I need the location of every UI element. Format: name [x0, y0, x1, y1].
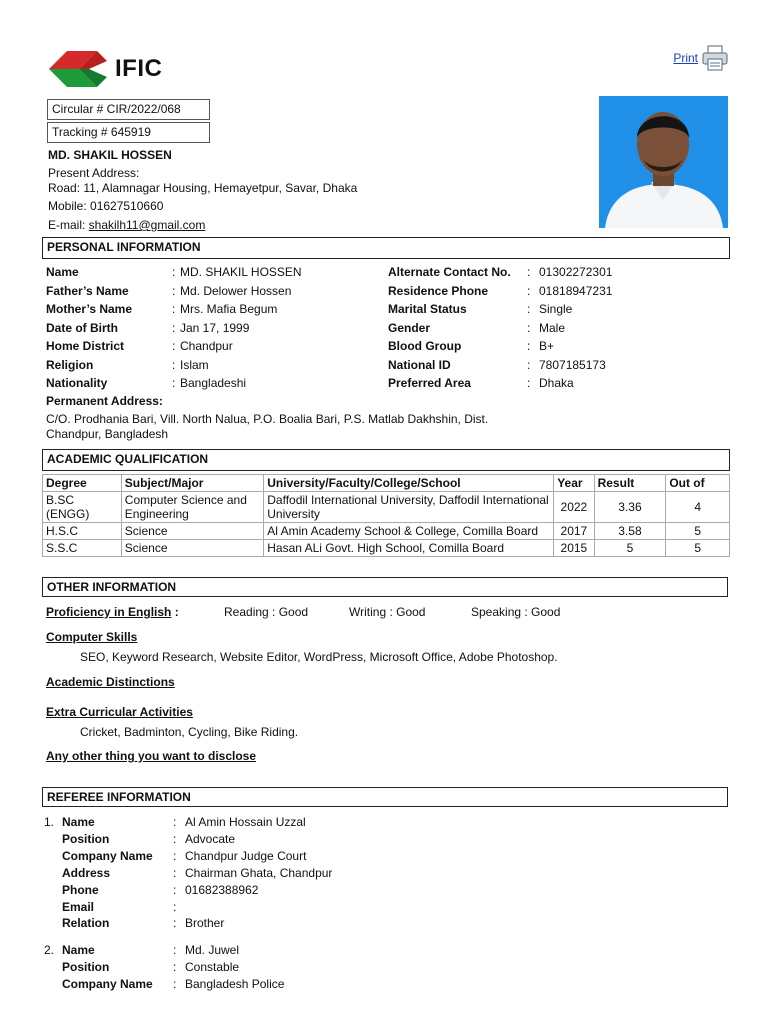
permanent-address-label: Permanent Address: [46, 394, 163, 408]
email-link[interactable]: shakilh11@gmail.com [88, 218, 206, 232]
colon-separator: : [172, 302, 176, 316]
referee-field-value: Al Amin Hossain Uzzal [185, 815, 306, 829]
column-header: Out of [666, 475, 730, 492]
academic-table-header [43, 475, 730, 492]
table-row [43, 540, 730, 557]
personal-field-label: Religion [46, 357, 94, 372]
table-row [43, 492, 730, 523]
colon-separator: : [173, 831, 177, 846]
table-cell: 3.36 [594, 492, 666, 523]
colon-separator: : [527, 376, 531, 390]
tracking-box: Tracking # 645919 [47, 122, 210, 143]
table-cell: B.SC (ENGG) [43, 492, 122, 523]
personal-field-label: Mother’s Name [46, 302, 133, 316]
personal-field-label: Gender [388, 320, 431, 335]
circular-box: Circular # CIR/2022/068 [47, 99, 210, 120]
referee-field-label: Name [62, 943, 95, 958]
personal-field-label: Nationality [46, 376, 108, 390]
present-address: Road: 11, Alamnagar Housing, Hemayetpur, Savar, Dhaka [48, 181, 358, 195]
table-cell: 5 [666, 540, 730, 557]
column-header: Subject/Major [121, 475, 263, 492]
referee-field-label: Position [62, 960, 110, 975]
referee-field-label: Relation [62, 916, 110, 931]
personal-field-value: B+ [539, 339, 555, 353]
personal-field-label: Father’s Name [46, 283, 129, 298]
referee-field-value: 01682388962 [185, 882, 259, 897]
personal-field-label: Alternate Contact No. [388, 265, 511, 279]
personal-info-header: PERSONAL INFORMATION [42, 237, 730, 259]
academic-distinctions-label: Academic Distinctions [46, 675, 175, 689]
writing-level: Writing : Good [349, 605, 426, 619]
table-cell: Science [121, 523, 263, 540]
referee-field-value: Advocate [185, 831, 236, 846]
personal-field-value: 7807185173 [539, 357, 606, 372]
email-label: E-mail: [48, 218, 89, 232]
personal-field-value: Mrs. Mafia Begum [180, 302, 278, 316]
personal-field-value: Md. Delower Hossen [180, 283, 292, 298]
personal-field-value: MD. SHAKIL HOSSEN [180, 265, 302, 279]
table-cell: 2015 [554, 540, 594, 557]
table-cell: Science [121, 540, 263, 557]
column-header: Result [594, 475, 666, 492]
personal-field-label: Date of Birth [46, 320, 118, 335]
colon-separator: : [173, 916, 177, 931]
table-cell: Daffodil International University, Daffodil International University [264, 492, 554, 523]
referee-field-label: Email [62, 899, 95, 914]
colon-separator: : [172, 265, 176, 279]
referee-field-value: Bangladesh Police [185, 977, 285, 992]
english-proficiency-row: Proficiency in English : [46, 605, 179, 619]
colon-separator: : [172, 357, 176, 372]
academic-table [42, 474, 730, 557]
personal-field-label: Residence Phone [388, 283, 489, 298]
table-cell: 3.58 [594, 523, 666, 540]
personal-field-value: Chandpur [180, 339, 233, 353]
referee-field-value: Chairman Ghata, Chandpur [185, 865, 333, 880]
mobile: Mobile: 01627510660 [48, 199, 164, 213]
referee-field-value: Md. Juwel [185, 943, 240, 958]
colon-separator: : [527, 339, 531, 353]
personal-field-label: Home District [46, 339, 125, 353]
extra-curricular: Cricket, Badminton, Cycling, Bike Riding. [80, 725, 299, 739]
colon-separator: : [173, 960, 177, 975]
table-row [43, 523, 730, 540]
personal-field-value: Dhaka [539, 376, 574, 390]
applicant-name: MD. SHAKIL HOSSEN [48, 148, 172, 162]
referee-field-label: Company Name [62, 977, 153, 992]
personal-field-label: National ID [388, 357, 451, 372]
table-cell: Hasan ALi Govt. High School, Comilla Board [264, 540, 554, 557]
colon-separator: : [173, 977, 177, 992]
personal-field-label: Name [46, 265, 79, 279]
referee-header: REFEREE INFORMATION [42, 787, 728, 807]
referee-field-value: Chandpur Judge Court [185, 848, 307, 863]
referee-field-label: Position [62, 831, 110, 846]
table-cell: Al Amin Academy School & College, Comilla Board [264, 523, 554, 540]
present-address-label: Present Address: [48, 166, 140, 180]
referee-field-label: Address [62, 865, 111, 880]
colon-separator: : [173, 882, 177, 897]
email-line [48, 218, 205, 232]
colon-separator: : [173, 865, 177, 880]
personal-field-label: Preferred Area [388, 376, 471, 390]
extra-curricular-label: Extra Curricular Activities [46, 705, 193, 719]
proficiency-label: Proficiency in English [46, 605, 172, 619]
referee-field-value: Brother [185, 916, 225, 931]
referee-field-value: Constable [185, 960, 240, 975]
personal-field-value: Single [539, 302, 573, 316]
table-cell: 2022 [554, 492, 594, 523]
referee-number: 1. [44, 815, 55, 829]
colon-separator: : [527, 265, 531, 279]
other-info-header: OTHER INFORMATION [42, 577, 728, 597]
colon-separator: : [172, 320, 176, 335]
academic-header: ACADEMIC QUALIFICATION [42, 449, 730, 471]
personal-field-value: Jan 17, 1999 [180, 320, 250, 335]
referee-field-label: Name [62, 815, 95, 829]
colon-separator: : [173, 815, 177, 829]
computer-skills-label: Computer Skills [46, 630, 138, 644]
logo-text: IFIC [115, 55, 163, 82]
personal-field-label: Marital Status [388, 302, 467, 316]
referee-number: 2. [44, 943, 55, 958]
column-header: Year [554, 475, 594, 492]
colon-separator: : [527, 357, 531, 372]
referee-field-label: Company Name [62, 848, 153, 863]
academic-table-body [43, 492, 730, 557]
personal-field-value: Islam [180, 357, 209, 372]
personal-field-label: Blood Group [388, 339, 462, 353]
colon-separator: : [172, 283, 176, 298]
reading-level: Reading : Good [224, 605, 309, 619]
table-cell: S.S.C [43, 540, 122, 557]
personal-field-value: Bangladeshi [180, 376, 247, 390]
colon-separator: : [527, 302, 531, 316]
colon-separator: : [172, 339, 176, 353]
colon-separator: : [527, 320, 531, 335]
colon-separator: : [173, 848, 177, 863]
print-link[interactable]: Print [673, 51, 698, 65]
referee-field-label: Phone [62, 882, 99, 897]
colon-separator: : [173, 943, 177, 958]
disclose-label: Any other thing you want to disclose [46, 749, 257, 763]
column-header: Degree [43, 475, 122, 492]
print-control[interactable] [673, 44, 728, 72]
table-cell: 5 [666, 523, 730, 540]
colon-separator: : [173, 899, 177, 914]
table-cell: Computer Science and Engineering [121, 492, 263, 523]
applicant-photo [599, 96, 728, 228]
speaking-level: Speaking : Good [471, 605, 561, 619]
personal-field-value: 01302272301 [539, 265, 613, 279]
colon-separator: : [172, 376, 176, 390]
computer-skills: SEO, Keyword Research, Website Editor, WordPress, Microsoft Office, Adobe Photoshop. [80, 650, 558, 664]
printer-icon[interactable] [702, 44, 728, 72]
table-cell: H.S.C [43, 523, 122, 540]
table-cell: 5 [594, 540, 666, 557]
permanent-address: C/O. Prodhania Bari, Vill. North Nalua, P.O. Boalia Bari, P.S. Matlab Dakhshin, Dist. Chandpur, Bangladesh [46, 412, 489, 441]
logo-mark-icon [47, 47, 109, 91]
ific-logo [47, 47, 169, 91]
personal-field-value: Male [539, 320, 566, 335]
table-cell: 2017 [554, 523, 594, 540]
column-header: University/Faculty/College/School [264, 475, 554, 492]
table-cell: 4 [666, 492, 730, 523]
personal-field-value: 01818947231 [539, 283, 613, 298]
colon-separator: : [527, 283, 531, 298]
